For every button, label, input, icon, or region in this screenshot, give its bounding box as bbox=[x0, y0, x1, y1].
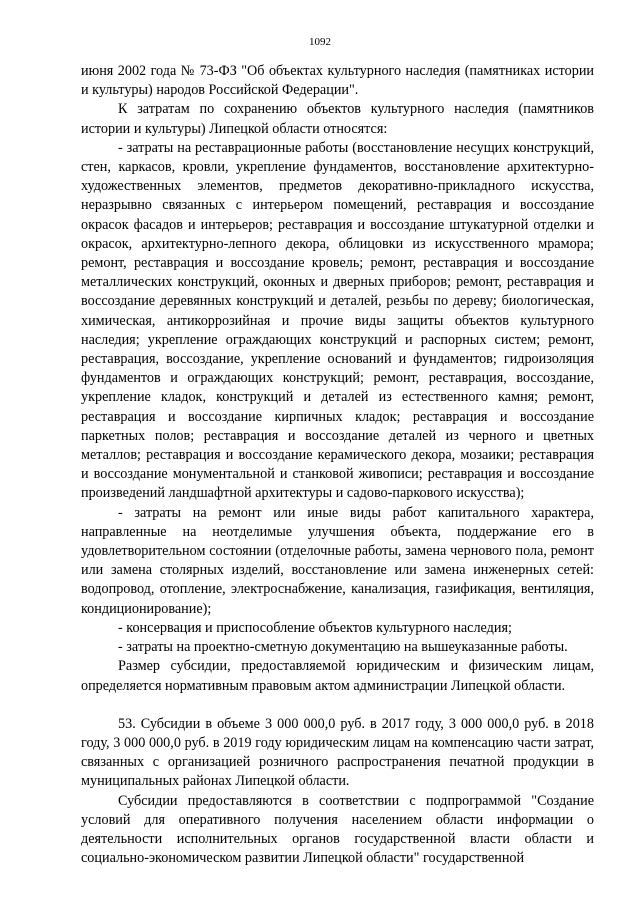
paragraph-subsidy-size: Размер субсидии, предоставляемой юридическим и физическим лицам, определяется нормативным правовым актом администрации Липецкой области. bbox=[81, 658, 594, 694]
paragraph-item-53: 53. Субсидии в объеме 3 000 000,0 руб. в 2017 году, 3 000 000,0 руб. в 2018 году, 3 000 000,0 руб. в 2019 году юридическим лицам на компенсацию части затрат, связанных с организацией розничного распространения печатной продукции в муниципальных районах Липецкой области. bbox=[81, 715, 594, 790]
paragraph-subprogram: Субсидии предоставляются в соответствии с подпрограммой "Создание условий для оперативного получения населением области информации о деятельности исполнительных органов государственной власти области и социально-экономическом развитии Липецкой области" государственной bbox=[81, 792, 594, 867]
document-body bbox=[81, 62, 594, 868]
paragraph-gap bbox=[81, 696, 594, 715]
page-number: 1092 bbox=[309, 36, 331, 48]
list-item-conservation: - консервация и приспособление объектов культурного наследия; bbox=[118, 619, 512, 636]
list-item-restoration-costs: - затраты на реставрационные работы (восстановление несущих конструкций, стен, каркасов, кровли, укрепление фундаментов, восстановление архитектурно-художественных элементов, предметов декоративно-прикладного искусства, неразрывно связанных с интерьером помещений, реставрация и воссоздание окрасок фасадов и интерьеров; реставрация и воссоздание штукатурной отделки и окрасок, архитектурно-лепного декора, облицовки из искусственного мрамора; ремонт, реставрация и воссоздание кровель; ремонт, реставрация и воссоздание металлических конструкций, оконных и дверных приборов; ремонт, реставрация и воссоздание деревянных конструкций и деталей, резьбы по дереву; биологическая, химическая, антикоррозийная и прочие виды защиты объектов культурного наследия; укрепление ограждающих конструкций и распорных систем; ремонт, реставрация, воссоздание, укрепление оснований и фундаментов; гидроизоляция фундаментов и ограждающих конструкций; ремонт, реставрация, воссоздание, укрепление кладок, конструкций и деталей из естественного камня; ремонт, реставрация и воссоздание кирпичных кладок; реставрация и воссоздание паркетных полов; реставрация и воссоздание деталей из черного и цветных металлов; реставрация и воссоздание керамического декора, мозаики; реставрация и воссоздание монументальной и станковой живописи; реставрация и воссоздание произведений ландшафтной архитектуры и садово-паркового искусства); bbox=[81, 139, 594, 502]
paragraph-law-reference: июня 2002 года № 73-ФЗ "Об объектах культурного наследия (памятниках истории и культуры) народов Российской Федерации". bbox=[81, 63, 594, 99]
list-item-design-documentation: - затраты на проектно-сметную документацию на вышеуказанные работы. bbox=[118, 639, 568, 656]
paragraph-costs-intro: К затратам по сохранению объектов культурного наследия (памятников истории и культуры) Липецкой области относятся: bbox=[81, 101, 594, 137]
list-item-capital-repair-costs: - затраты на ремонт или иные виды работ капитального характера, направленные на неотделимые улучшения объекта, поддержание его в удовлетворительном состоянии (отделочные работы, замена чернового пола, ремонт или замена столярных изделий, восстановление или замена инженерных сетей: водопровод, отопление, электроснабжение, канализация, газификация, вентиляция, кондиционирование); bbox=[81, 504, 594, 617]
